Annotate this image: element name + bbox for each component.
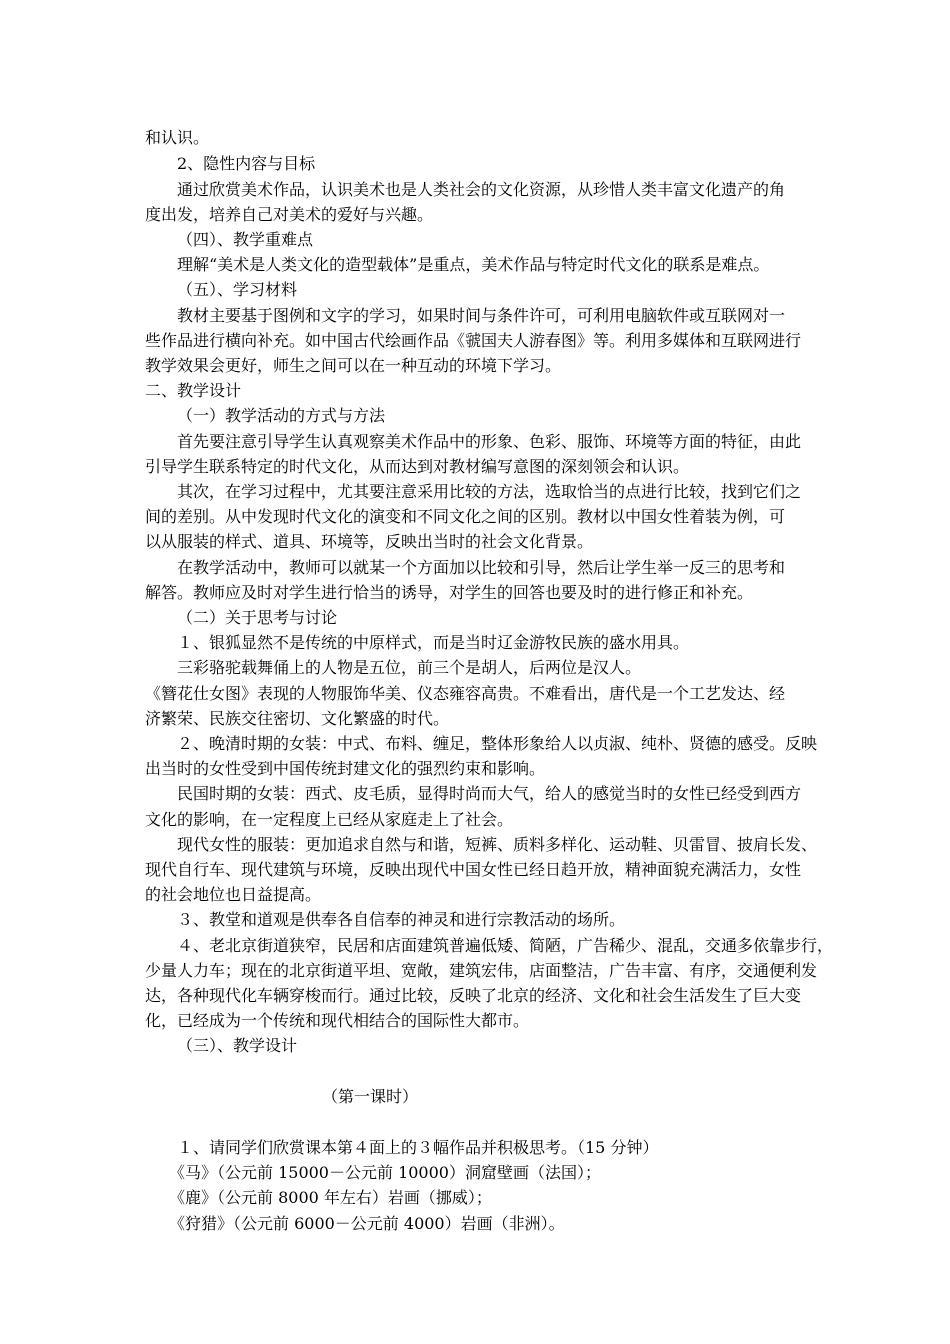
artwork-item: 《鹿》（公元前 8000 年左右）岩画（挪威）； (169, 1188, 492, 1207)
paragraph-line: 通过欣赏美术作品，认识美术也是人类社会的文化资源，从珍惜人类丰富文化遗产的角 (177, 180, 786, 199)
section-heading: （三）、教学设计 (177, 1036, 298, 1055)
paragraph-line: 的社会地位也日益提高。 (145, 885, 322, 904)
paragraph-line: 出当时的女性受到中国传统封建文化的强烈约束和影响。 (145, 759, 546, 778)
paragraph-line: 文化的影响，在一定程度上已经从家庭走上了社会。 (145, 810, 514, 829)
section-heading: （一）教学活动的方式与方法 (177, 406, 386, 425)
paragraph-line: 以从服装的样式、道具、环境等，反映出当时的社会文化背景。 (145, 532, 594, 551)
paragraph-line: 化，已经成为一个传统和现代相结合的国际性大都市。 (145, 1011, 530, 1030)
paragraph-line: 济繁荣、民族交往密切、文化繁盛的时代。 (145, 709, 450, 728)
paragraph-line: 和认识。 (145, 128, 210, 147)
paragraph-line: 间的差别。从中发现时代文化的演变和不同文化之间的区别。教材以中国女性着装为例，可 (145, 507, 786, 526)
paragraph-line: １、银狐显然不是传统的中原样式，而是当时辽金游牧民族的盛水用具。 (177, 633, 690, 652)
paragraph-line: 现代女性的服装：更加追求自然与和谐，短裤、质料多样化、运动鞋、贝雷冒、披肩长发、 (177, 835, 818, 854)
section-heading: （四）、教学重难点 (177, 230, 314, 249)
paragraph-line: 理解“美术是人类文化的造型载体”是重点，美术作品与特定时代文化的联系是难点。 (177, 255, 770, 274)
artwork-item: 《狩猎》（公元前 6000－公元前 4000）岩画（非洲）。 (169, 1214, 565, 1233)
subheading: 2、隐性内容与目标 (177, 154, 316, 173)
paragraph-line: 民国时期的女装：西式、皮毛质，显得时尚而大气，给人的感觉当时的女性已经受到西方 (177, 784, 802, 803)
paragraph-line: ４、老北京街道狭窄，民居和店面建筑普遍低矮、简陋，广告稀少、混乱，交通多依靠步行， (177, 936, 834, 955)
paragraph-line: 达，各种现代化车辆穿梭而行。通过比较，反映了北京的经济、文化和社会生活发生了巨大变 (145, 986, 802, 1005)
paragraph-line: 三彩骆驼载舞俑上的人物是五位，前三个是胡人，后两位是汉人。 (177, 658, 642, 677)
section-heading: （五）、学习材料 (177, 280, 298, 299)
paragraph-line: 解答。教师应及时对学生进行恰当的诱导，对学生的回答也要及时的进行修正和补充。 (145, 583, 754, 602)
paragraph-line: 度出发，培养自己对美术的爱好与兴趣。 (145, 205, 434, 224)
chapter-heading: 二、教学设计 (145, 381, 242, 400)
paragraph-line: 《簪花仕女图》表现的人物服饰华美、仪态雍容高贵。不难看出，唐代是一个工艺发达、经 (145, 684, 786, 703)
paragraph-line: 首先要注意引导学生认真观察美术作品中的形象、色彩、服饰、环境等方面的特征，由此 (177, 432, 802, 451)
paragraph-line: 些作品进行横向补充。如中国古代绘画作品《虢国夫人游春图》等。利用多媒体和互联网进行 (145, 331, 802, 350)
paragraph-line: 教学效果会更好，师生之间可以在一种互动的环境下学习。 (145, 356, 562, 375)
artwork-item: 《马》（公元前 15000－公元前 10000）洞窟壁画（法国）； (169, 1163, 601, 1182)
lesson-title: （第一课时） (322, 1087, 419, 1106)
section-heading: （二）关于思考与讨论 (177, 608, 338, 627)
paragraph-line: 在教学活动中，教师可以就某一个方面加以比较和引导，然后让学生举一反三的思考和 (177, 558, 786, 577)
paragraph-line: 教材主要基于图例和文字的学习，如果时间与条件许可，可利用电脑软件或互联网对一 (177, 306, 786, 325)
paragraph-line: １、请同学们欣赏课本第４面上的３幅作品并积极思考。（15 分钟） (177, 1138, 659, 1157)
paragraph-line: ２、晚清时期的女装：中式、布料、缠足，整体形象给人以贞淑、纯朴、贤德的感受。反映 (177, 734, 818, 753)
paragraph-line: 其次，在学习过程中，尤其要注意采用比较的方法，选取恰当的点进行比较，找到它们之 (177, 482, 802, 501)
paragraph-line: 现代自行车、现代建筑与环境，反映出现代中国女性已经日趋开放，精神面貌充满活力，女性 (145, 860, 802, 879)
paragraph-line: 引导学生联系特定的时代文化，从而达到对教材编写意图的深刻领会和认识。 (145, 457, 690, 476)
paragraph-line: 少量人力车；现在的北京街道平坦、宽敞，建筑宏伟，店面整洁，广告丰富、有序，交通便利发 (145, 961, 818, 980)
paragraph-line: ３、教堂和道观是供奉各自信奉的神灵和进行宗教活动的场所。 (177, 910, 626, 929)
